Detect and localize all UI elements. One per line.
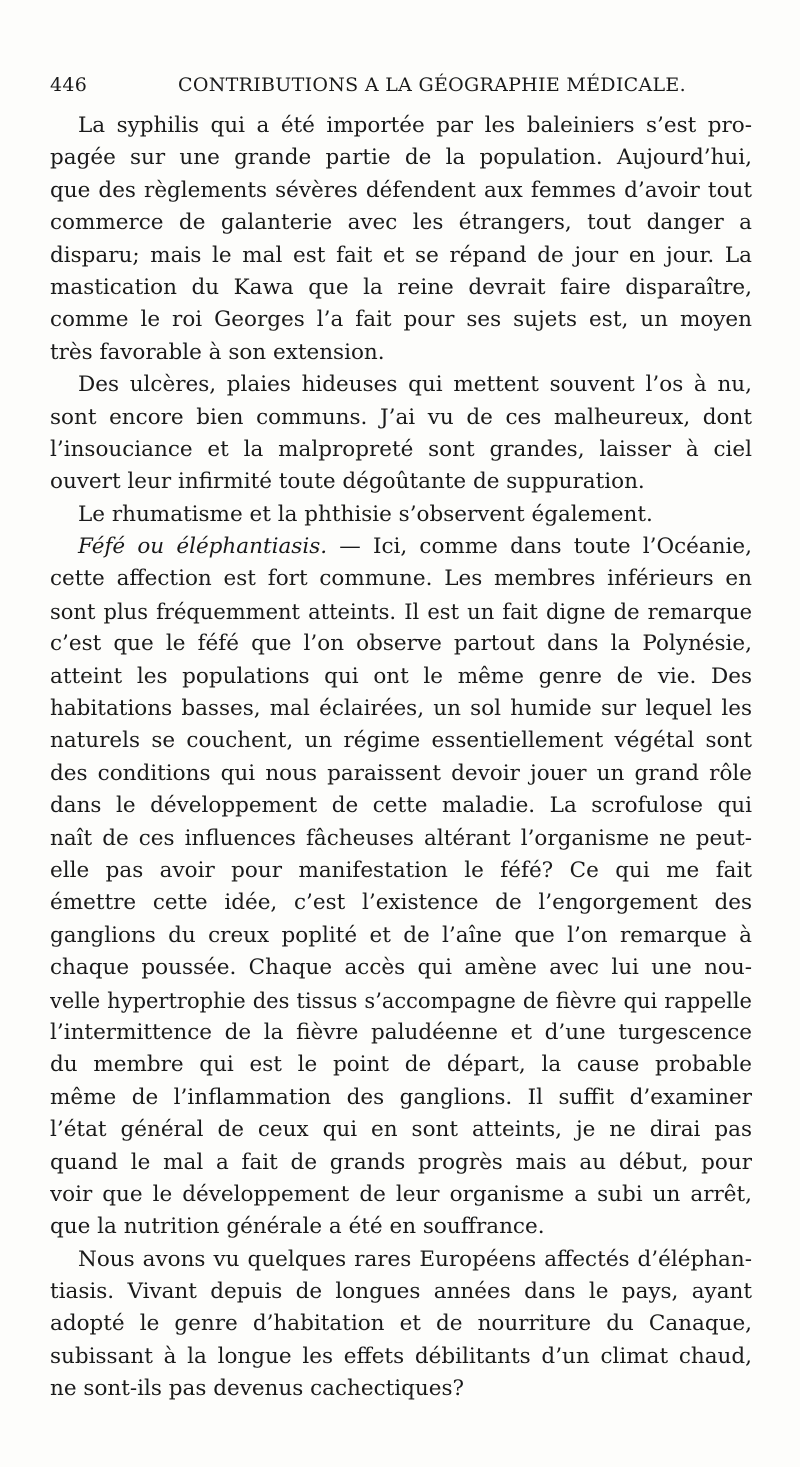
line-text: subissant à la longue les effets débilitants d’un climat chaud,: [50, 1343, 752, 1369]
text-line: [50, 1341, 752, 1373]
line-text: ganglions du creux poplité et de l’aîne que l’on remarque à: [50, 922, 752, 948]
text-line: [50, 531, 752, 563]
line-text: velle hypertrophie des tissus s’accompagne de fièvre qui rappelle: [50, 988, 752, 1013]
line-text: Des ulcères, plaies hideuses qui mettent souvent l’os à nu,: [78, 372, 752, 398]
text-line: [50, 855, 752, 887]
line-text: que la nutrition générale a été en souffrance.: [50, 1214, 545, 1240]
text-line: [50, 499, 752, 531]
running-header: [50, 74, 752, 104]
text-line: [50, 337, 752, 369]
text-line: [50, 434, 752, 466]
text-line: [50, 142, 752, 174]
text-line: [50, 952, 752, 984]
text-line: [50, 596, 752, 628]
running-title: CONTRIBUTIONS A LA GÉOGRAPHIE MÉDICALE.: [178, 74, 686, 96]
line-text: sont plus fréquemment atteints. Il est un fait digne de remarque: [50, 599, 752, 624]
text-line: [50, 369, 752, 401]
text-line: [50, 110, 752, 142]
text-line: [50, 402, 752, 434]
line-text: du membre qui est le point de départ, la cause probable: [50, 1052, 752, 1078]
line-text: voir que le développement de leur organisme a subi un arrêt,: [50, 1181, 752, 1207]
line-text: que des règlements sévères défendent aux femmes d’avoir tout: [50, 177, 752, 203]
line-text: commerce de galanterie avec les étrangers, tout danger a: [50, 210, 752, 236]
text-line: [50, 823, 752, 855]
text-line: [50, 1244, 752, 1276]
line-text: habitations basses, mal éclairées, un sol humide sur lequel les: [50, 696, 752, 722]
line-text: naturels se couchent, un régime essentiellement végétal sont: [50, 728, 752, 754]
line-text: émettre cette idée, c’est l’existence de l’engorgement des: [50, 890, 752, 916]
text-line: [50, 207, 752, 239]
text-line: [50, 758, 752, 790]
line-text: ne sont-ils pas devenus cachectiques?: [50, 1376, 465, 1402]
line-text: comme le roi Georges l’a fait pour ses sujets est, un moyen: [50, 307, 752, 333]
line-text: chaque poussée. Chaque accès qui amène avec lui une nou-: [50, 955, 752, 981]
line-text: Nous avons vu quelques rares Européens affectés d’éléphan-: [78, 1246, 752, 1272]
text-line: [50, 466, 752, 498]
line-text: quand le mal a fait de grands progrès mais au début, pour: [50, 1149, 752, 1175]
text-line: [50, 628, 752, 660]
text-line: [50, 725, 752, 757]
line-text: même de l’inflammation des ganglions. Il suffit d’examiner: [50, 1084, 752, 1110]
line-text: l’état général de ceux qui en sont atteints, je ne dirai pas: [50, 1117, 752, 1143]
line-text: adopté le genre d’habitation et de nourriture du Canaque,: [50, 1311, 752, 1337]
text-line: [50, 563, 752, 595]
text-line: [50, 240, 752, 272]
line-text: sont encore bien communs. J’ai vu de ces malheureux, dont: [50, 404, 752, 430]
text-line: [50, 1114, 752, 1146]
text-line: [50, 304, 752, 336]
text-line: [50, 1049, 752, 1081]
line-text: très favorable à son extension.: [50, 339, 385, 365]
line-text: elle pas avoir pour manifestation le féfé? Ce qui me fait: [50, 857, 752, 883]
line-text: Le rhumatisme et la phthisie s’observent également.: [78, 501, 653, 527]
page-number: 446: [50, 74, 88, 96]
text-line: [50, 1179, 752, 1211]
body-text: [50, 110, 752, 1406]
text-line: [50, 175, 752, 207]
line-text: mastication du Kawa que la reine devrait faire disparaître,: [50, 274, 752, 300]
line-text: naît de ces influences fâcheuses altérant l’organisme ne peut-: [50, 825, 752, 851]
text-line: [50, 887, 752, 919]
text-line: [50, 272, 752, 304]
line-text: tiasis. Vivant depuis de longues années dans le pays, ayant: [50, 1279, 752, 1305]
text-line: [50, 1082, 752, 1114]
line-text: atteint les populations qui ont le même genre de vie. Des: [50, 663, 752, 689]
text-line: [50, 985, 752, 1017]
line-text: l’insouciance et la malpropreté sont grandes, laisser à ciel: [50, 436, 752, 462]
section-heading-italic: Féfé ou éléphantiasis.: [78, 534, 328, 560]
line-text: dans le développement de cette maladie. La scrofulose qui: [50, 793, 752, 819]
line-text: c’est que le féfé que l’on observe partout dans la Polynésie,: [50, 631, 752, 657]
line-text: disparu; mais le mal est fait et se répand de jour en jour. La: [50, 242, 752, 268]
line-text: ouvert leur infirmité toute dégoûtante de suppuration.: [50, 469, 645, 495]
text-line: [50, 1308, 752, 1340]
line-text: l’intermittence de la fièvre paludéenne et d’une turgescence: [50, 1019, 752, 1045]
line-text: des conditions qui nous paraissent devoir jouer un grand rôle: [50, 760, 752, 786]
text-line: [50, 661, 752, 693]
text-line: [50, 1276, 752, 1308]
text-line: [50, 1017, 752, 1049]
text-line: [50, 1211, 752, 1243]
line-text: pagée sur une grande partie de la population. Aujourd’hui,: [50, 145, 752, 171]
text-line: [50, 693, 752, 725]
line-text: — Ici, comme dans toute l’Océanie,: [327, 534, 752, 560]
line-text: cette affection est fort commune. Les membres inférieurs en: [50, 566, 752, 592]
text-line: [50, 1373, 752, 1405]
text-line: [50, 1147, 752, 1179]
line-text: La syphilis qui a été importée par les baleiniers s’est pro-: [78, 113, 752, 138]
text-line: [50, 920, 752, 952]
text-line: [50, 790, 752, 822]
